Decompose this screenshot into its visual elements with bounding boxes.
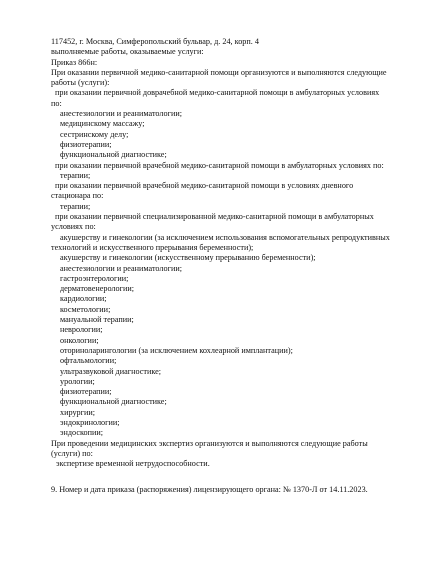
- text-line: При проведении медицинских экспертиз организуются и выполняются следующие работы: [51, 438, 368, 448]
- list-item: гастроэнтерологии;: [60, 273, 129, 283]
- list-item: сестринскому делу;: [60, 129, 129, 139]
- list-item: онкологии;: [60, 335, 99, 345]
- text-line: при оказании первичной врачебной медико-санитарной помощи в амбулаторных условиях по:: [55, 160, 384, 170]
- list-item: эндоскопии;: [60, 428, 104, 438]
- list-item: анестезиологии и реаниматологии;: [60, 263, 182, 273]
- list-item: терапии;: [60, 201, 91, 211]
- list-item: акушерству и гинекологии (за исключением использования вспомогательных репродуктивных: [60, 232, 390, 242]
- list-item: кардиологии;: [60, 294, 107, 304]
- list-item: эндокринологии;: [60, 417, 120, 427]
- address-line: 117452, г. Москва, Симферопольский бульвар, д. 24, корп. 4: [51, 37, 259, 46]
- list-item: функциональной диагностике;: [60, 397, 167, 407]
- list-item: урологии;: [60, 376, 95, 386]
- list-item: косметологии;: [60, 304, 111, 314]
- list-item: оториноларингологии (за исключением кохлеарной имплантации);: [60, 345, 293, 355]
- license-text-block: [51, 37, 390, 469]
- text-line: при оказании первичной доврачебной медико-санитарной помощи в амбулаторных условиях: [55, 88, 380, 98]
- text-line: по:: [51, 98, 62, 108]
- text-line: работы (услуги):: [51, 78, 110, 88]
- text-line: стационара по:: [51, 191, 104, 201]
- text-line: (услуги) по:: [51, 448, 93, 458]
- works-services-heading: выполняемые работы, оказываемые услуги:: [51, 47, 204, 57]
- text-line: при оказании первичной специализированной медико-санитарной помощи в амбулаторных: [55, 212, 374, 222]
- list-item: терапии;: [60, 170, 91, 180]
- list-item: экспертизе временной нетрудоспособности.: [56, 459, 210, 469]
- list-item: хирургии;: [60, 407, 96, 417]
- text-line: условиях по:: [51, 222, 96, 232]
- list-item: офтальмологии;: [60, 356, 117, 366]
- order-number-footer: 9. Номер и дата приказа (распоряжения) лицензирующего органа: № 1370-Л от 14.11.2023.: [51, 485, 368, 494]
- text-line: При оказании первичной медико-санитарной помощи организуются и выполняются следующие: [51, 67, 387, 77]
- list-item: ультразвуковой диагностике;: [60, 366, 162, 376]
- list-item: дерматовенерологии;: [60, 284, 135, 294]
- list-item: физиотерапии;: [60, 387, 112, 397]
- list-item: неврологии;: [60, 325, 103, 335]
- list-item: медицинскому массажу;: [60, 119, 145, 129]
- order-reference: Приказ 866н:: [51, 57, 98, 67]
- list-item: анестезиологии и реаниматологии;: [60, 109, 182, 119]
- list-item: физиотерапии;: [60, 139, 112, 149]
- list-item: мануальной терапии;: [60, 315, 134, 325]
- list-item: функциональной диагностике;: [60, 150, 167, 160]
- text-line: при оказании первичной врачебной медико-санитарной помощи в условиях дневного: [55, 181, 354, 191]
- text-line: технологий и искусственного прерывания беременности);: [51, 242, 254, 252]
- list-item: акушерству и гинекологии (искусственному прерыванию беременности);: [60, 253, 316, 263]
